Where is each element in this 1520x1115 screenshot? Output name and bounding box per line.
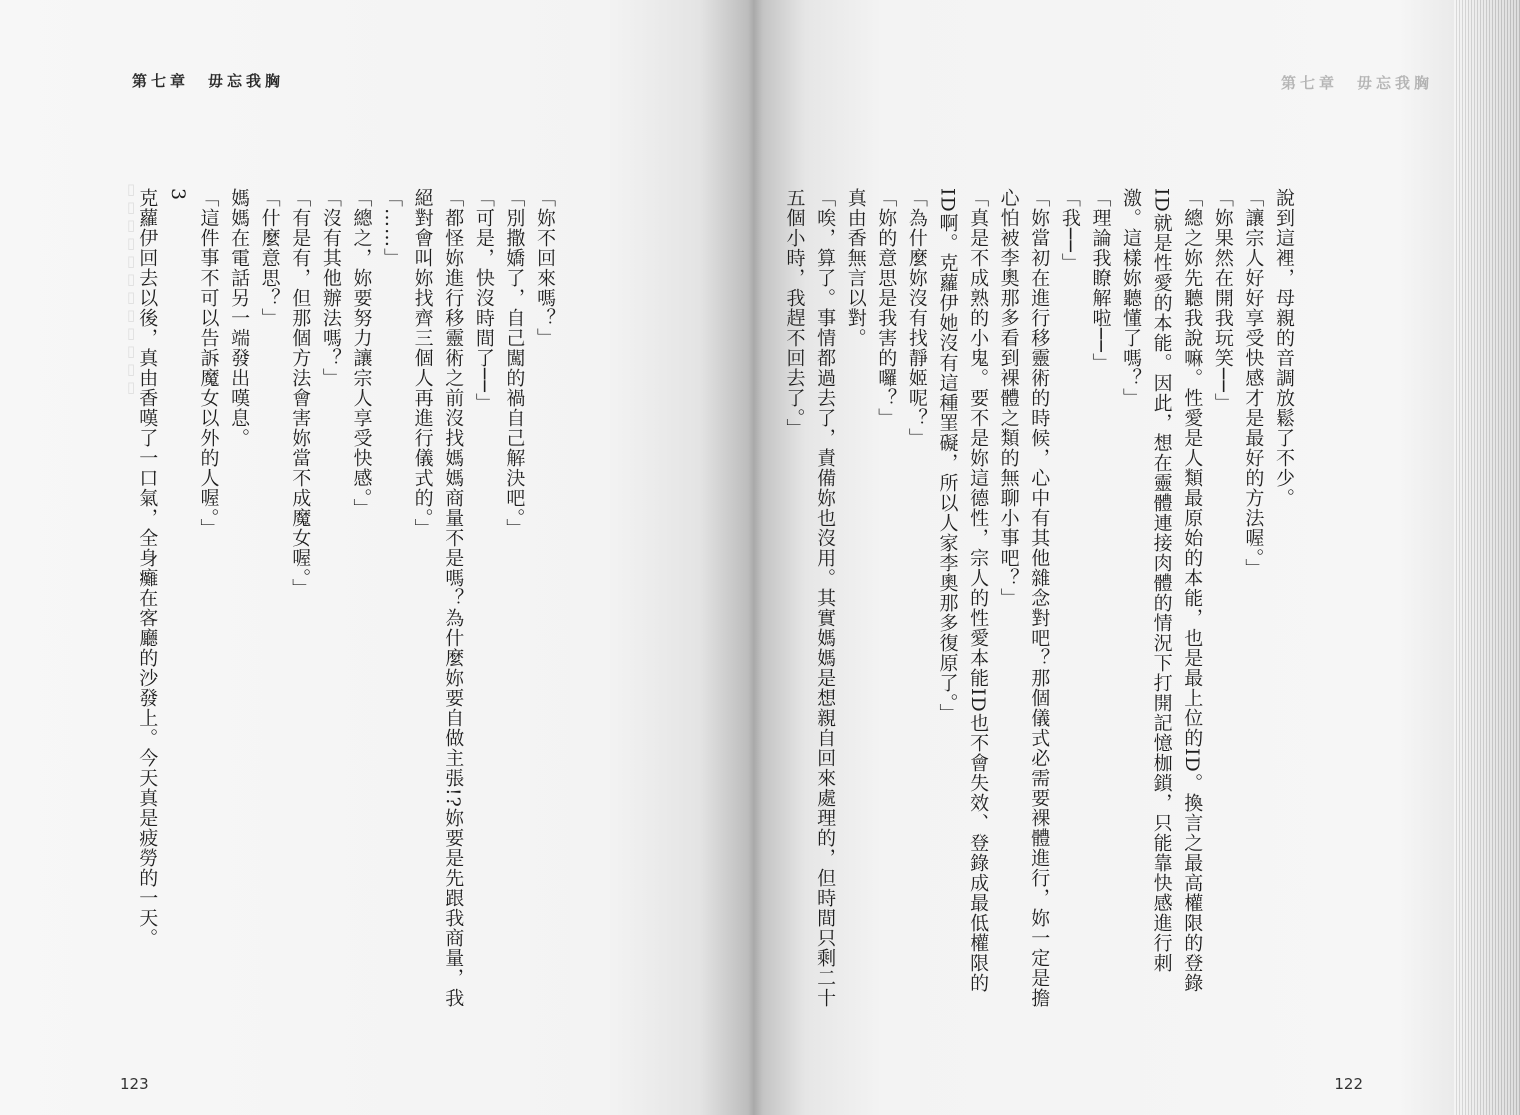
paragraph: 「讓宗人好好享受快感才是最好的方法喔。」 (1242, 188, 1265, 579)
paragraph: 「我──」 (1058, 188, 1081, 273)
paragraph: 媽媽在電話另一端發出嘆息。 (228, 188, 251, 448)
page-number-right: 122 (1334, 1075, 1363, 1093)
paragraph: 「妳當初在進行移靈術的時候，心中有其他雜念對吧？那個儀式必需要裸體進行，妳一定是擔心怕被李奧那多看到裸體之類的無聊小事吧？」 (997, 188, 1051, 1008)
paragraph: 真由香無言以對。 (844, 188, 867, 348)
section-number: 3 (166, 188, 189, 202)
paragraph: 「為什麼妳沒有找靜姬呢？」 (905, 188, 928, 448)
show-through-text: ▯▯▯▯▯▯▯▯▯▯▯▯ (122, 180, 140, 396)
paragraph: 「這件事不可以告訴魔女以外的人喔。」 (197, 188, 220, 539)
paragraph: 「……」 (381, 188, 404, 268)
left-page-body (90, 188, 560, 1008)
paragraph: 克蘿伊回去以後，真由香嘆了一口氣，全身癱在客廳的沙發上。今天真是疲勞的一天。 (136, 188, 159, 948)
paragraph: 「都怪妳進行移靈術之前沒找媽媽商量不是嗎？為什麼妳要自做主張!?妳要是先跟我商量，我絕對會叫妳找齊三個人再進行儀式的。」 (411, 188, 465, 1008)
page-number-left: 123 (120, 1075, 149, 1093)
left-page (0, 0, 745, 1115)
running-head-left: 第七章 毋忘我胸 (132, 72, 285, 90)
paragraph: 「可是，快沒時間了──」 (472, 188, 495, 413)
paragraph: 「什麼意思？」 (258, 188, 281, 328)
paragraph: 「別撒嬌了，自己闖的禍自己解決吧。」 (503, 188, 526, 539)
paragraph: 「沒有其他辦法嗎？」 (319, 188, 342, 388)
paragraph: 「理論我瞭解啦──」 (1089, 188, 1112, 373)
paragraph: 「妳不回來嗎？」 (534, 188, 556, 348)
right-page (775, 0, 1455, 1115)
page-edge-stack (1454, 0, 1520, 1115)
paragraph: 「總之，妳要努力讓宗人享受快感。」 (350, 188, 373, 519)
paragraph: 「真是不成熟的小鬼。要不是妳這德性，宗人的性愛本能ID也不會失效、登錄成最低權限的ID啊。克蘿伊她沒有這種罣礙，所以人家李奧那多復原了。」 (936, 188, 990, 993)
paragraph: 說到這裡，母親的音調放鬆了不少。 (1273, 188, 1295, 508)
paragraph: 「有是有，但那個方法會害妳當不成魔女喔。」 (289, 188, 312, 599)
paragraph: 「唉，算了。事情都過去了，責備妳也沒用。其實媽媽是想親自回來處理的，但時間只剩二十五個小時，我趕不回去了。」 (783, 188, 837, 1008)
right-page-body (779, 188, 1299, 1008)
paragraph: 「妳果然在開我玩笑──」 (1211, 188, 1234, 413)
running-head-right: 第七章 毋忘我胸 (1280, 74, 1433, 92)
paragraph: 「妳的意思是我害的囉？」 (875, 188, 898, 428)
paragraph: 「總之妳先聽我說嘛。性愛是人類最原始的本能，也是最上位的ID。換言之最高權限的登錄ID就是性愛的本能。因此，想在靈體連接肉體的情況下打開記憶枷鎖，只能靠快感進行刺激。這樣妳聽懂了嗎？」 (1120, 188, 1204, 993)
